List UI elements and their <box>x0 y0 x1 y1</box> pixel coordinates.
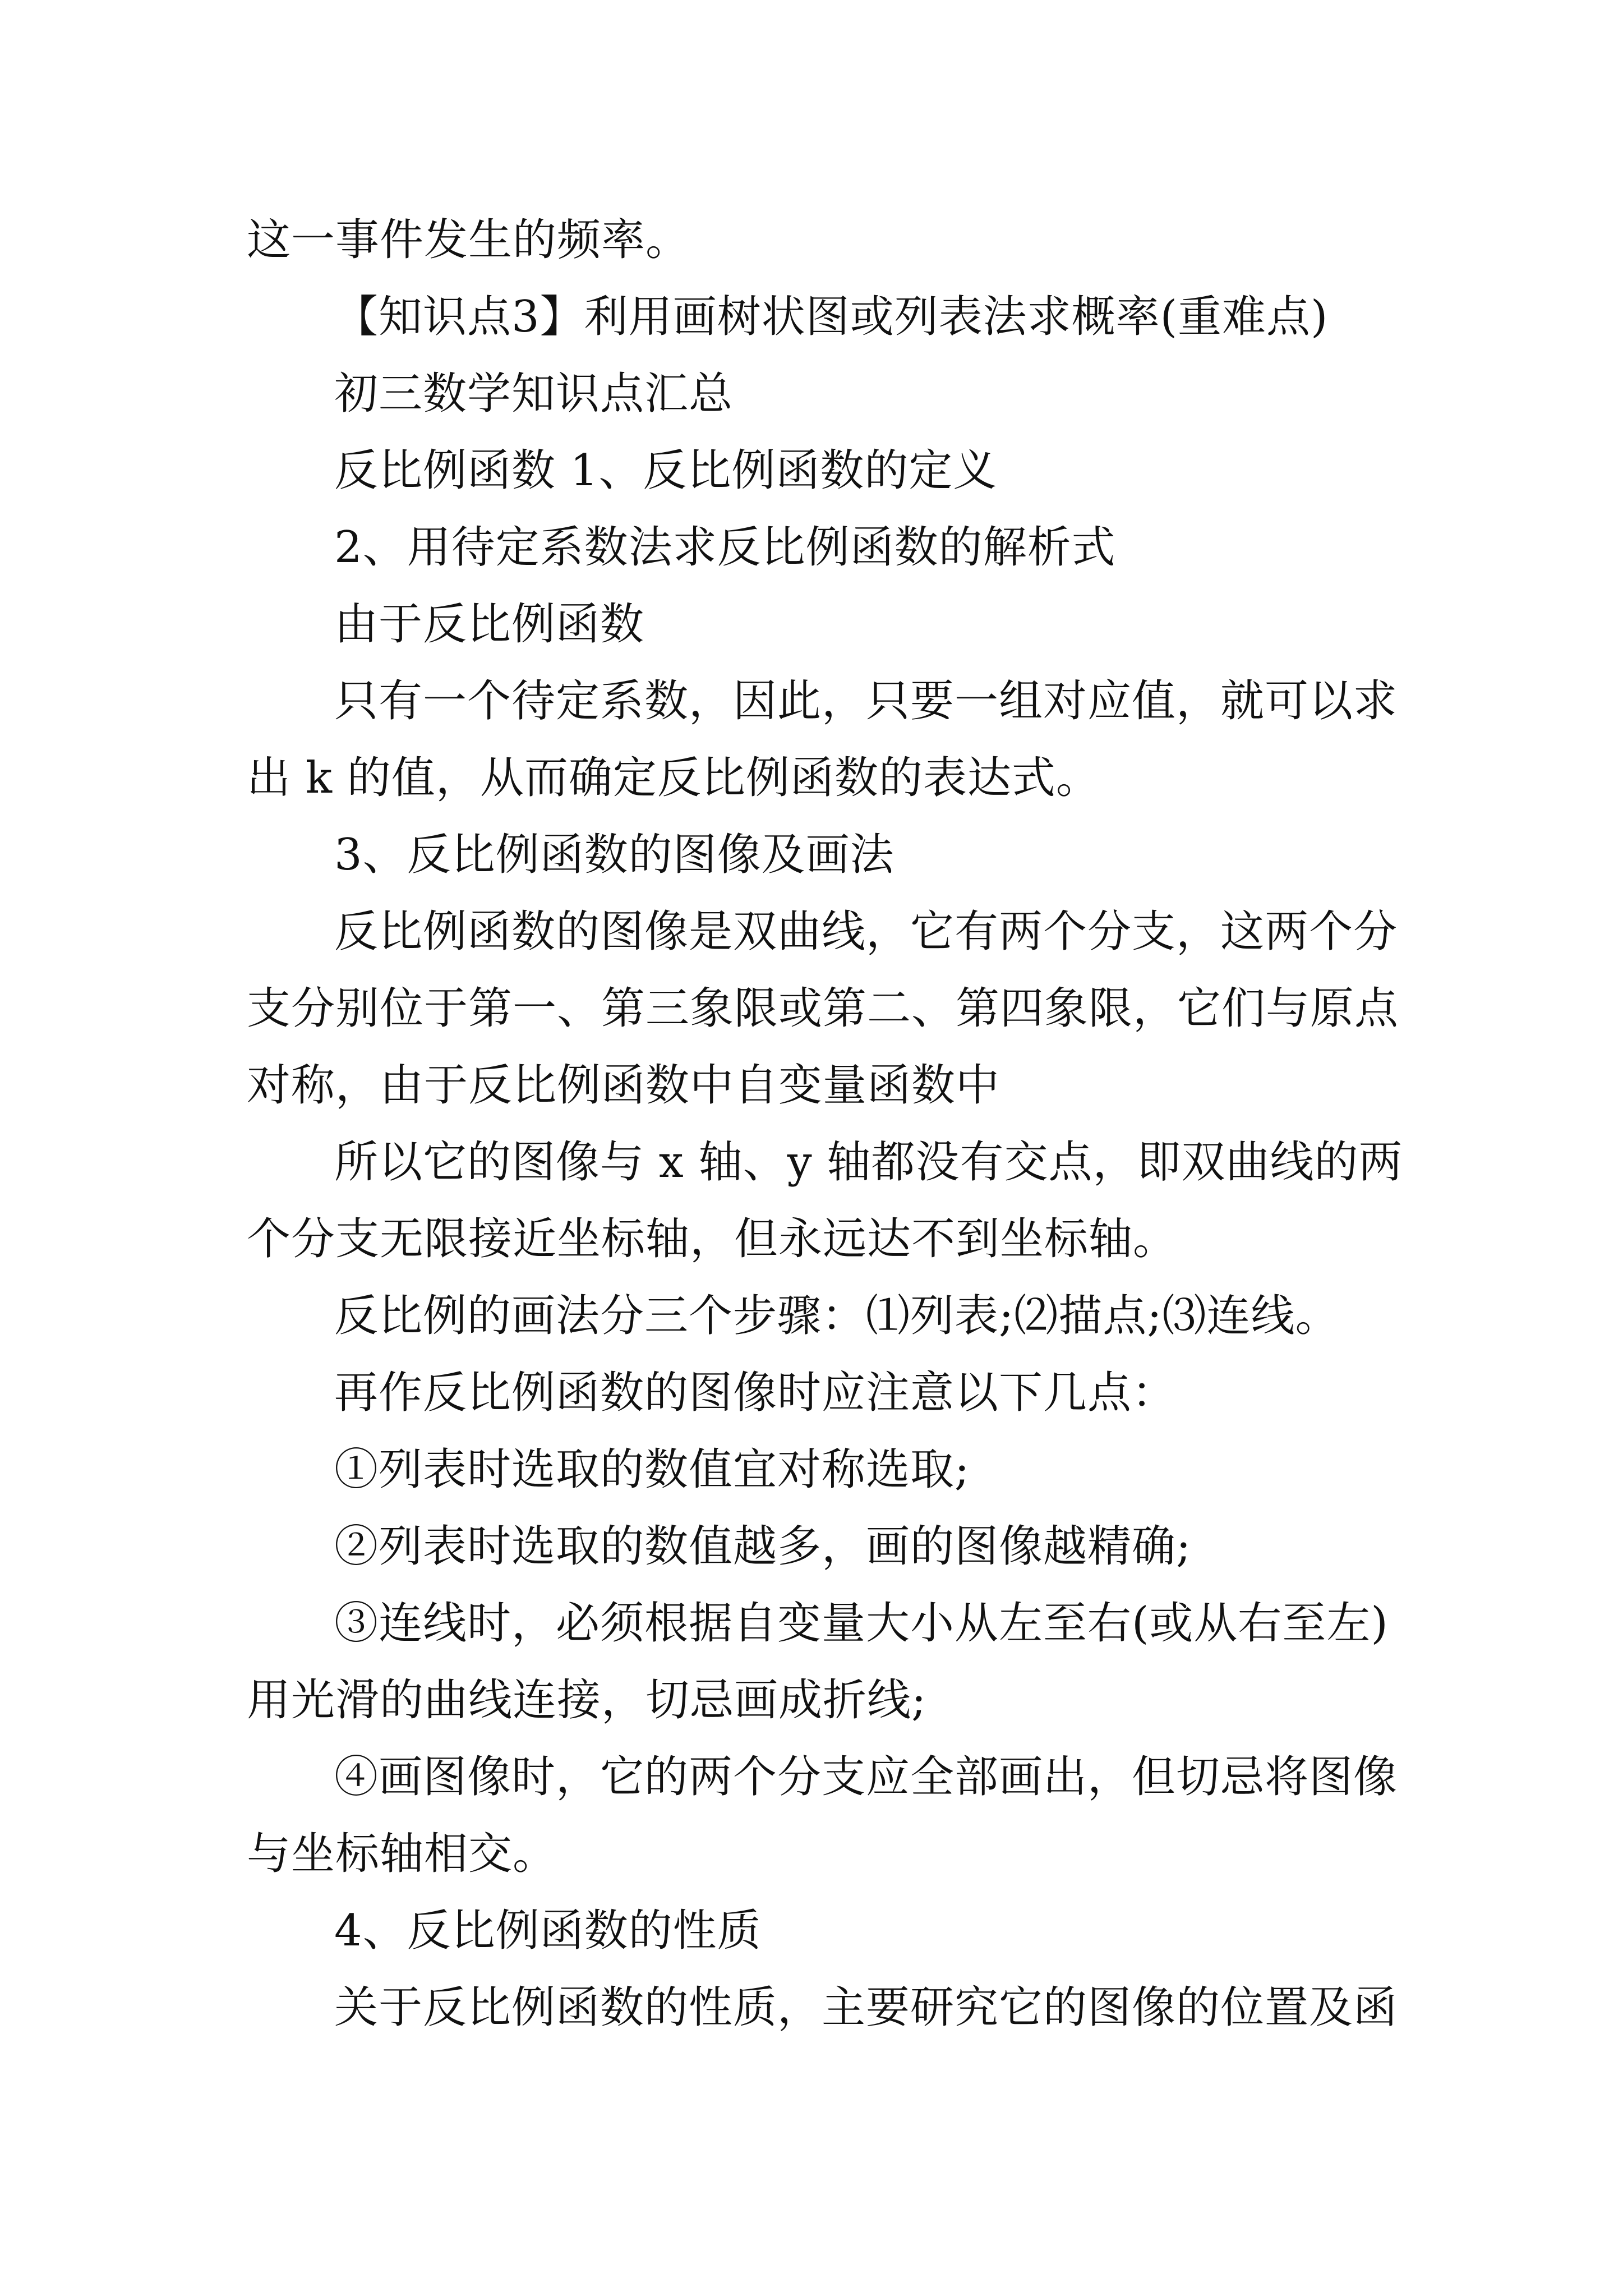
text-line: 反比例函数的图像是双曲线，它有两个分支，这两个分 <box>334 907 1398 957</box>
text-line: ①列表时选取的数值宜对称选取; <box>334 1444 970 1495</box>
text-line: 只有一个待定系数，因此，只要一组对应值，就可以求 <box>334 676 1398 726</box>
text-line: 反比例函数 1、反比例函数的定义 <box>334 445 998 496</box>
text-line: 2、用待定系数法求反比例函数的解析式 <box>334 522 1116 573</box>
text-line: 所以它的图像与 x 轴、y 轴都没有交点，即双曲线的两 <box>334 1137 1403 1188</box>
text-line: 关于反比例函数的性质，主要研究它的图像的位置及函 <box>334 1982 1398 2033</box>
text-line: ④画图像时，它的两个分支应全部画出，但切忌将图像 <box>334 1752 1398 1802</box>
text-line: 反比例的画法分三个步骤：⑴列表;⑵描点;⑶连线。 <box>334 1291 1340 1341</box>
text-line: 初三数学知识点汇总 <box>334 369 734 419</box>
text-line: 与坐标轴相交。 <box>247 1829 557 1879</box>
text-line: 3、反比例函数的图像及画法 <box>334 830 895 880</box>
text-line: 4、反比例函数的性质 <box>334 1906 762 1956</box>
text-line: 这一事件发生的频率。 <box>247 215 690 265</box>
text-line: 用光滑的曲线连接，切忌画成折线; <box>247 1675 927 1726</box>
text-line: ③连线时，必须根据自变量大小从左至右(或从右至左) <box>334 1598 1389 1649</box>
text-line: 再作反比例函数的图像时应注意以下几点： <box>334 1368 1177 1418</box>
body-text <box>247 202 1403 2046</box>
text-line: 对称，由于反比例函数中自变量函数中 <box>247 1060 1000 1111</box>
text-line: 【知识点3】利用画树状图或列表法求概率(重难点) <box>334 292 1329 342</box>
text-line: ②列表时选取的数值越多，画的图像越精确; <box>334 1521 1192 1572</box>
text-line: 支分别位于第一、第三象限或第二、第四象限，它们与原点 <box>247 983 1399 1034</box>
text-line: 由于反比例函数 <box>334 599 645 650</box>
text-line: 个分支无限接近坐标轴，但永远达不到坐标轴。 <box>247 1214 1178 1264</box>
text-line: 出 k 的值，从而确定反比例函数的表达式。 <box>247 753 1100 803</box>
